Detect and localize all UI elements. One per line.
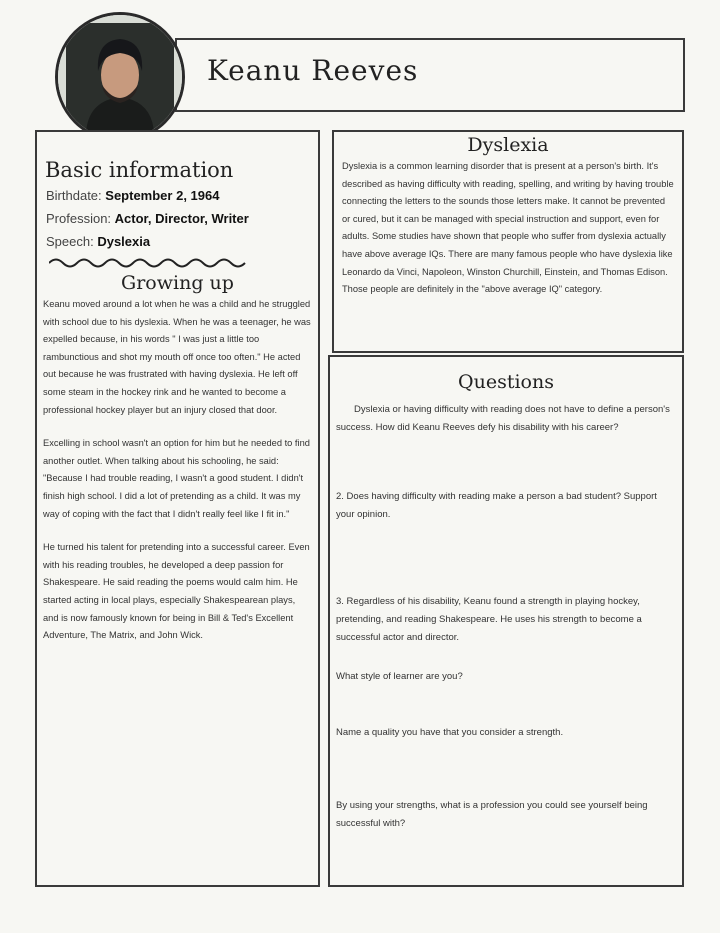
birthdate-line xyxy=(46,187,312,204)
dyslexia-text: Dyslexia is a common learning disorder that is present at a person's birth. It's described as having difficulty with reading, spelling, and writing by having trouble connecting the letters to the sounds those letters make. It cannot be prevented or cured, but it can be managed with special instruction and support, even for adults. Some studies have shown that people who suffer from dyslexia actually have above average IQs. There are many famous people who have dyslexia like Leonardo da Vinci, Napoleon, Winston Churchill, Einstein, and Thomas Edison. Those people are definitely in the "above average IQ" category. xyxy=(342,161,674,295)
question-4: What style of learner are you? xyxy=(336,671,463,683)
question-3: 3. Regardless of his disability, Keanu found a strength in playing hockey, pretending, and reading Shakespeare. He uses his strength to become a successful actor and director. xyxy=(336,596,642,643)
wavy-divider xyxy=(49,256,249,270)
questions-heading: Questions xyxy=(458,371,554,393)
question-2: 2. Does having difficulty with reading make a person a bad student? Support your opinion. xyxy=(336,491,657,520)
growing-paragraph-2: Excelling in school wasn't an option for him but he needed to find another outlet. When talking about his schooling, he said: "Because I had trouble reading, I wasn't a good student. I didn't finish high school. I did a lot of pretending as a child. It was my way of coping with the fact that I didn't really feel like I fit in." xyxy=(43,438,310,519)
questions-panel xyxy=(328,355,684,887)
profession-label: Profession: xyxy=(46,211,112,226)
basic-info-heading: Basic information xyxy=(45,158,234,182)
title-banner xyxy=(175,38,685,112)
portrait-photo xyxy=(55,12,185,142)
profession-line xyxy=(46,210,312,227)
growing-paragraph-1: Keanu moved around a lot when he was a child and he struggled with school due to his dyslexia. When he was a teenager, he was expelled because, in his words " I was just a little too rambunctious and shot my mouth off once too often." He acted out because he was frustrated with having dyslexia. He left off some steam in the hockey rink and he wanted to become a professional hockey player but an injury closed that door. xyxy=(43,299,311,415)
question-1: Dyslexia or having difficulty with reading does not have to define a person's success. How did Keanu Reeves defy his disability with his career? xyxy=(336,404,670,433)
profession-value: Actor, Director, Writer xyxy=(114,211,249,226)
dyslexia-heading: Dyslexia xyxy=(467,134,549,156)
growing-up-heading: Growing up xyxy=(121,272,234,294)
birthdate-label: Birthdate: xyxy=(46,188,102,203)
growing-paragraph-3: He turned his talent for pretending into a successful career. Even with his reading troubles, he developed a deep passion for Shakespeare. He said reading the poems would calm him. He started acting in local plays, especially Shakespearean plays, and is now famously known for being in Bill & Ted's Excellent Adventure, The Matrix, and John Wick. xyxy=(43,542,310,641)
dyslexia-panel xyxy=(332,130,684,353)
portrait-image xyxy=(58,15,182,139)
question-5: Name a quality you have that you consider a strength. xyxy=(336,726,564,738)
birthdate-value: September 2, 1964 xyxy=(105,188,220,203)
speech-value: Dyslexia xyxy=(97,234,151,249)
speech-label: Speech: xyxy=(46,234,94,249)
speech-line xyxy=(46,233,312,250)
profile-panel xyxy=(35,130,320,887)
question-6: By using your strengths, what is a profession you could see yourself being successful with? xyxy=(336,800,648,829)
page-title: Keanu Reeves xyxy=(207,54,419,87)
